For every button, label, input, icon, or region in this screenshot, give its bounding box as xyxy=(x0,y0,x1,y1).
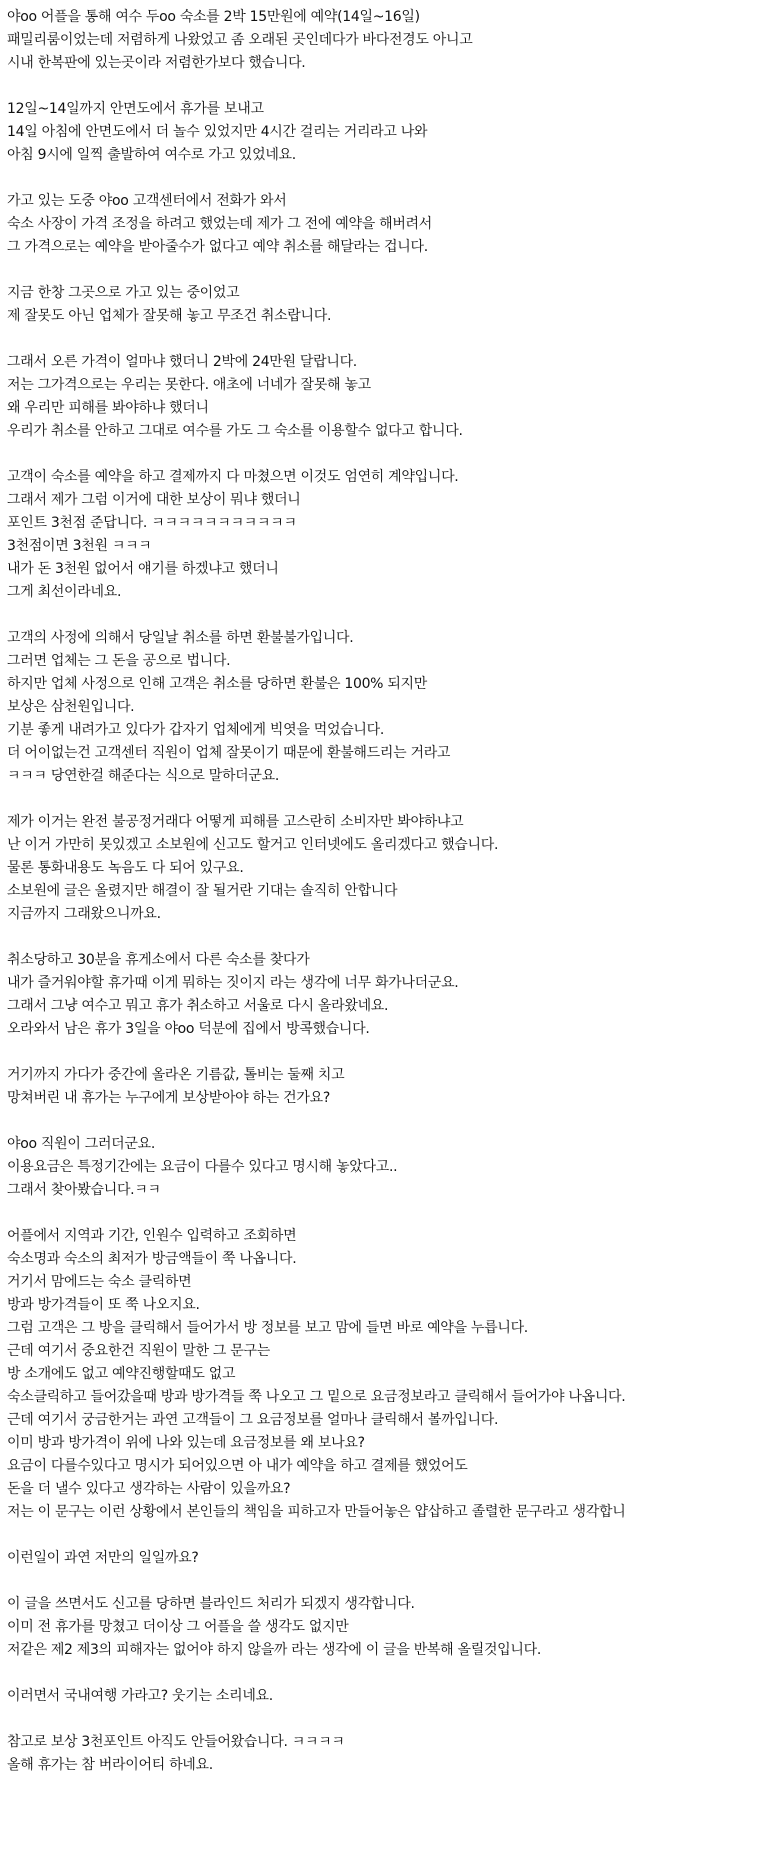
text-line: 숙소클릭하고 들어갔을때 방과 방가격들 쭉 나오고 그 밑으로 요금정보라고 클릭해서 들어가야 나옵니다. xyxy=(7,1389,626,1405)
text-line: 참고로 보상 3천포인트 아직도 안들어왔습니다. ㅋㅋㅋㅋ xyxy=(7,1734,345,1750)
text-line: ㅋㅋㅋ 당연한걸 해준다는 식으로 말하더군요. xyxy=(7,768,280,784)
paragraph xyxy=(7,811,757,926)
text-line: 이러면서 국내여행 가라고? 웃기는 소리네요. xyxy=(7,1688,273,1704)
text-line: 아침 9시에 일찍 출발하여 여수로 가고 있었네요. xyxy=(7,147,296,163)
text-line: 포인트 3천점 준답니다. ㅋㅋㅋㅋㅋㅋㅋㅋㅋㅋㅋ xyxy=(7,515,297,531)
paragraph xyxy=(7,190,757,259)
text-line: 이미 전 휴가를 망쳤고 더이상 그 어플을 쓸 생각도 없지만 xyxy=(7,1619,349,1635)
text-line: 지금 한창 그곳으로 가고 있는 중이었고 xyxy=(7,285,240,301)
text-line: 이런일이 과연 저만의 일일까요? xyxy=(7,1550,199,1566)
paragraph xyxy=(7,466,757,604)
text-line: 패밀리룸이었는데 저렴하게 나왔었고 좀 오래된 곳인데다가 바다전경도 아니고 xyxy=(7,32,473,48)
text-line: 어플에서 지역과 기간, 인원수 입력하고 조회하면 xyxy=(7,1228,297,1244)
text-line: 올해 휴가는 참 버라이어티 하네요. xyxy=(7,1757,213,1773)
paragraph xyxy=(7,1547,757,1570)
text-line: 고객이 숙소를 예약을 하고 결제까지 다 마쳤으면 이것도 엄연히 계약입니다. xyxy=(7,469,459,485)
text-line: 더 어이없는건 고객센터 직원이 업체 잘못이기 때문에 환불해드리는 거라고 xyxy=(7,745,451,761)
paragraph xyxy=(7,1133,757,1202)
text-line: 지금까지 그래왔으니까요. xyxy=(7,906,161,922)
text-line: 이용요금은 특정기간에는 요금이 다를수 있다고 명시해 놓았다고.. xyxy=(7,1159,398,1175)
text-line: 제 잘못도 아닌 업체가 잘못해 놓고 무조건 취소랍니다. xyxy=(7,308,332,324)
text-line: 요금이 다를수있다고 명시가 되어있으면 아 내가 예약을 하고 결제를 했었어도 xyxy=(7,1458,468,1474)
paragraph xyxy=(7,6,757,75)
paragraph xyxy=(7,1731,757,1777)
paragraph xyxy=(7,627,757,788)
paragraph xyxy=(7,949,757,1041)
text-line: 근데 여기서 중요한건 직원이 말한 그 문구는 xyxy=(7,1343,270,1359)
text-line: 14일 아침에 안면도에서 더 놀수 있었지만 4시간 걸리는 거리라고 나와 xyxy=(7,124,428,140)
text-line: 그래서 제가 그럼 이거에 대한 보상이 뭐냐 했더니 xyxy=(7,492,301,508)
text-line: 제가 이거는 완전 불공정거래다 어떻게 피해를 고스란히 소비자만 봐야하냐고 xyxy=(7,814,464,830)
text-line: 야oo 직원이 그러더군요. xyxy=(7,1136,155,1152)
text-line: 가고 있는 도중 야oo 고객센터에서 전화가 와서 xyxy=(7,193,287,209)
text-line: 그래서 그냥 여수고 뭐고 휴가 취소하고 서울로 다시 올라왔네요. xyxy=(7,998,389,1014)
text-line: 거기서 맘에드는 숙소 클릭하면 xyxy=(7,1274,192,1290)
text-line: 12일~14일까지 안면도에서 휴가를 보내고 xyxy=(7,101,264,117)
paragraph xyxy=(7,98,757,167)
text-line: 망쳐버린 내 휴가는 누구에게 보상받아야 하는 건가요? xyxy=(7,1090,330,1106)
text-line: 그러면 업체는 그 돈을 공으로 법니다. xyxy=(7,653,231,669)
text-line: 오라와서 남은 휴가 3일을 야oo 덕분에 집에서 방콕했습니다. xyxy=(7,1021,370,1037)
text-line: 숙소명과 숙소의 최저가 방금액들이 쭉 나옵니다. xyxy=(7,1251,297,1267)
text-line: 방 소개에도 없고 예약진행할때도 없고 xyxy=(7,1366,236,1382)
paragraph xyxy=(7,282,757,328)
text-line: 돈을 더 낼수 있다고 생각하는 사람이 있을까요? xyxy=(7,1481,291,1497)
text-line: 숙소 사장이 가격 조정을 하려고 했었는데 제가 그 전에 예약을 해버려서 xyxy=(7,216,432,232)
text-line: 거기까지 가다가 중간에 올라온 기름값, 톨비는 둘째 치고 xyxy=(7,1067,345,1083)
text-line: 그럼 고객은 그 방을 클릭해서 들어가서 방 정보를 보고 맘에 들면 바로 예약을 누릅니다. xyxy=(7,1320,528,1336)
post-body xyxy=(7,6,757,1800)
paragraph xyxy=(7,1225,757,1524)
text-line: 소보원에 글은 올렸지만 해결이 잘 될거란 기대는 솔직히 안합니다 xyxy=(7,883,398,899)
text-line: 시내 한복판에 있는곳이라 저렴한가보다 했습니다. xyxy=(7,55,306,71)
text-line: 난 이거 가만히 못있겠고 소보원에 신고도 할거고 인터넷에도 올리겠다고 했습니다. xyxy=(7,837,499,853)
text-line: 그게 최선이라네요. xyxy=(7,584,122,600)
paragraph xyxy=(7,1685,757,1708)
text-line: 취소당하고 30분을 휴게소에서 다른 숙소를 찾다가 xyxy=(7,952,310,968)
paragraph xyxy=(7,1593,757,1662)
text-line: 그래서 찾아봤습니다.ㅋㅋ xyxy=(7,1182,161,1198)
paragraph xyxy=(7,351,757,443)
paragraph xyxy=(7,1064,757,1110)
text-line: 그 가격으로는 예약을 받아줄수가 없다고 예약 취소를 해달라는 겁니다. xyxy=(7,239,428,255)
text-line: 저는 이 문구는 이런 상황에서 본인들의 책임을 피하고자 만들어놓은 얍삽하고 졸렬한 문구라고 생각합니 xyxy=(7,1504,626,1520)
text-line: 기분 좋게 내려가고 있다가 갑자기 업체에게 빅엿을 먹었습니다. xyxy=(7,722,385,738)
text-line: 이미 방과 방가격이 위에 나와 있는데 요금정보를 왜 보나요? xyxy=(7,1435,365,1451)
text-line: 하지만 업체 사정으로 인해 고객은 취소를 당하면 환불은 100% 되지만 xyxy=(7,676,427,692)
text-line: 3천점이면 3천원 ㅋㅋㅋ xyxy=(7,538,152,554)
text-line: 내가 즐거워야할 휴가때 이게 뭐하는 짓이지 라는 생각에 너무 화가나더군요. xyxy=(7,975,459,991)
text-line: 저같은 제2 제3의 피해자는 없어야 하지 않을까 라는 생각에 이 글을 반복해 올릴것입니다. xyxy=(7,1642,542,1658)
text-line: 이 글을 쓰면서도 신고를 당하면 블라인드 처리가 되겠지 생각합니다. xyxy=(7,1596,415,1612)
text-line: 고객의 사정에 의해서 당일날 취소를 하면 환불불가입니다. xyxy=(7,630,354,646)
text-line: 물론 통화내용도 녹음도 다 되어 있구요. xyxy=(7,860,244,876)
text-line: 야oo 어플을 통해 여수 두oo 숙소를 2박 15만원에 예약(14일~16일) xyxy=(7,9,420,25)
text-line: 근데 여기서 궁금한거는 과연 고객들이 그 요금정보를 얼마나 클릭해서 볼까입니다. xyxy=(7,1412,499,1428)
text-line: 저는 그가격으로는 우리는 못한다. 애초에 너네가 잘못해 놓고 xyxy=(7,377,371,393)
text-line: 그래서 오른 가격이 얼마냐 했더니 2박에 24만원 달랍니다. xyxy=(7,354,357,370)
text-line: 내가 돈 3천원 없어서 얘기를 하겠냐고 했더니 xyxy=(7,561,279,577)
text-line: 보상은 삼천원입니다. xyxy=(7,699,135,715)
text-line: 방과 방가격들이 또 쭉 나오지요. xyxy=(7,1297,200,1313)
text-line: 왜 우리만 피해를 봐야하냐 했더니 xyxy=(7,400,209,416)
text-line: 우리가 취소를 안하고 그대로 여수를 가도 그 숙소를 이용할수 없다고 합니다. xyxy=(7,423,463,439)
